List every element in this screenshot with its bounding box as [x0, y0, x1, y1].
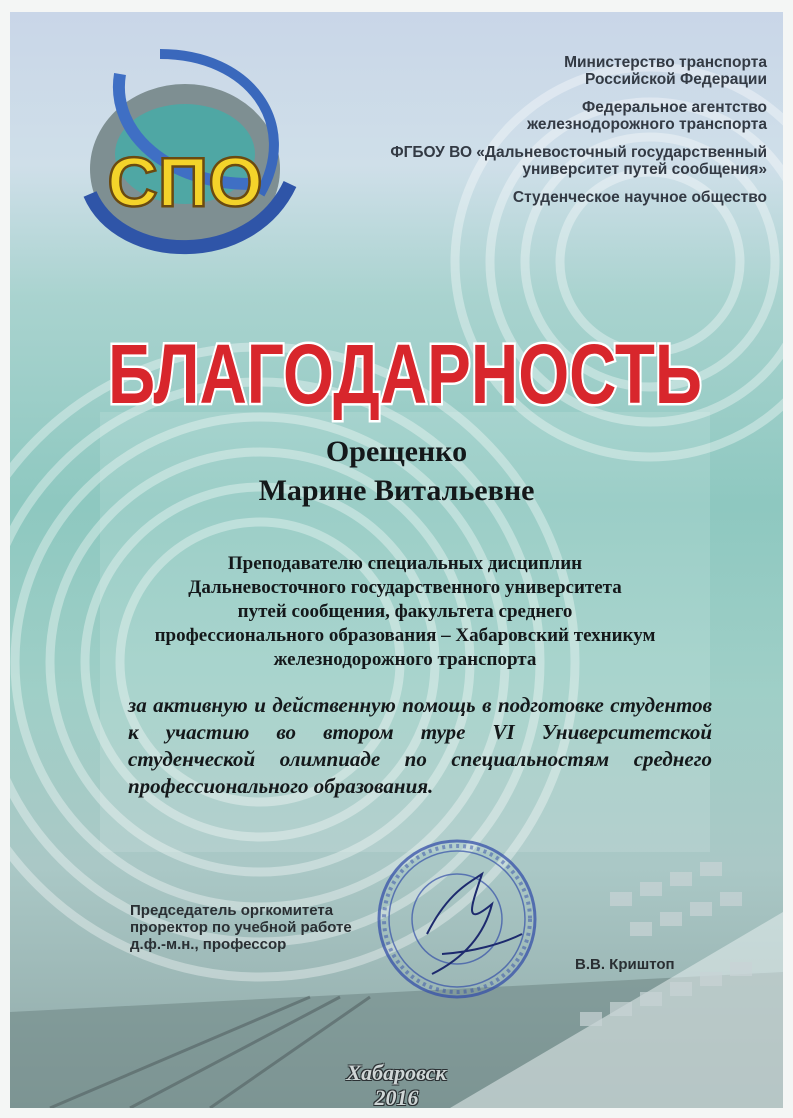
- signatory-role-3: д.ф.-м.н., профессор: [130, 936, 287, 953]
- signatory-name: В.В. Криштоп: [575, 956, 675, 973]
- ministry-name: Министерство транспорта Российской Федерации: [564, 54, 767, 88]
- award-reason: за активную и действенную помощь в подготовке студентов к участию во втором туре VI Университетской студенческой олимпиаде по специальностям среднего профессионального образования.: [128, 693, 712, 798]
- signatory-role-2: проректор по учебной работе: [130, 919, 352, 936]
- title-text: БЛАГОДАРНОСТЬ: [108, 327, 702, 421]
- city: Хабаровск: [346, 1060, 447, 1085]
- recipient-position: Преподавателю специальных дисциплин Дальневосточного государственного университета путей сообщения, факультета среднего профессионального образования – Хабаровский техникум железнодорожного транспорта: [154, 553, 656, 670]
- logo-text: СПО: [107, 143, 263, 221]
- signature-mark: [427, 874, 522, 974]
- issuer-header: [297, 54, 767, 217]
- spo-logo: [50, 34, 320, 284]
- society-name: Студенческое научное общество: [512, 189, 767, 206]
- signatory-role-1: Председатель оргкомитета: [130, 902, 334, 919]
- place-and-year: [10, 1060, 783, 1108]
- year: 2016: [374, 1085, 419, 1108]
- recipient-given-names: Марине Витальевне: [258, 474, 535, 507]
- certificate-title: [100, 325, 710, 425]
- recipient-surname: Орещенко: [325, 435, 468, 468]
- university-name: ФГБОУ ВО «Дальневосточный государственный университет путей сообщения»: [390, 144, 767, 178]
- agency-name: Федеральное агентство железнодорожного транспорта: [527, 99, 767, 133]
- official-seal: [372, 834, 542, 1004]
- recipient-name: [10, 432, 783, 510]
- certificate-sheet: [10, 12, 783, 1108]
